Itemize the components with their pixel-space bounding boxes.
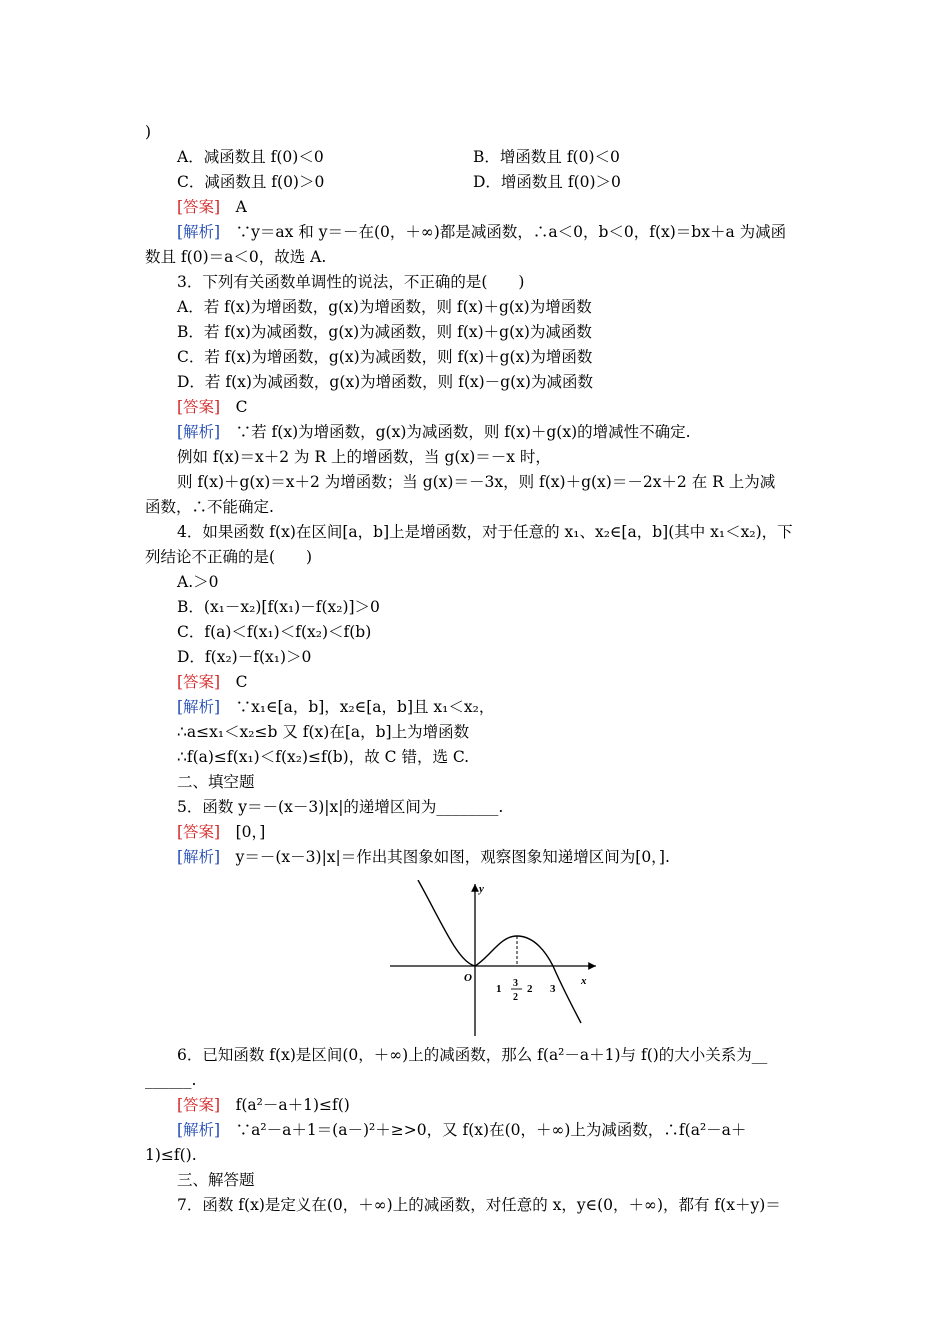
answer-text: [0，] (235, 823, 266, 841)
text-line: 则 f(x)＋g(x)＝x＋2 为增函数；当 g(x)＝－3x，则 f(x)＋g(x)＝－2x＋2 在 R 上为减 (177, 473, 776, 491)
tick-label: 3 (550, 983, 556, 995)
option-d: D．f(x₂)－f(x₁)＞0 (177, 648, 312, 666)
question-5: 5．函数 y＝－(x－3)|x|的递增区间为________. (177, 798, 504, 816)
question-6: 6．已知函数 f(x)是区间(0，＋∞)上的减函数，那么 f(a²－a＋1)与 f()的大小关系为__ (177, 1046, 768, 1064)
answer-line (177, 196, 247, 218)
answer-line (177, 1094, 350, 1116)
answer-tag: [答案] (177, 673, 221, 691)
answer-text: C (235, 398, 248, 416)
text-line: ∴f(a)≤f(x₁)＜f(x₂)≤f(b)，故 C 错，选 C. (177, 748, 470, 766)
analysis-text: ∵若 f(x)为增函数，g(x)为减函数，则 f(x)＋g(x)的增减性不确定. (235, 423, 691, 441)
option-b: B．若 f(x)为减函数，g(x)为减函数，则 f(x)＋g(x)为减函数 (177, 323, 592, 341)
analysis-text: y＝－(x－3)|x|＝作出其图象如图，观察图象知递增区间为[0，]. (235, 848, 670, 866)
analysis-tag: [解析] (177, 223, 221, 241)
section-heading: 三、解答题 (177, 1171, 255, 1189)
answer-line (177, 396, 248, 418)
function-graph (388, 880, 598, 1038)
tick-label: 2 (527, 983, 533, 995)
question-7: 7．函数 f(x)是定义在(0，＋∞)上的减函数，对任意的 x，y∈(0，＋∞)，都有 f(x＋y)＝ (177, 1196, 781, 1214)
analysis-text: ∵a²－a＋1＝(a－)²＋≥>0，又 f(x)在(0，＋∞)上为减函数，∴f(a²－a＋ (235, 1121, 747, 1139)
origin-label: O (464, 972, 472, 984)
tick-label: 1 (496, 983, 502, 995)
text-line: 数且 f(0)＝a＜0，故选 A. (145, 248, 327, 266)
option-a: A．若 f(x)为增函数，g(x)为增函数，则 f(x)＋g(x)为增函数 (177, 298, 592, 316)
option-b: B．增函数且 f(0)＜0 (473, 148, 620, 166)
question-3: 3．下列有关函数单调性的说法，不正确的是( ) (177, 273, 525, 291)
option-c: C．若 f(x)为增函数，g(x)为减函数，则 f(x)＋g(x)为增函数 (177, 348, 593, 366)
analysis-tag: [解析] (177, 1121, 221, 1139)
analysis-line (177, 221, 786, 243)
analysis-line (177, 1119, 746, 1141)
analysis-text: ∵y＝ax 和 y＝－在(0，＋∞)都是减函数，∴a＜0，b＜0，f(x)＝bx＋a 为减函 (235, 223, 787, 241)
analysis-line (177, 846, 670, 868)
answer-tag: [答案] (177, 398, 221, 416)
section-heading: 二、填空题 (177, 773, 255, 791)
text-line: 例如 f(x)＝x＋2 为 R 上的增函数，当 g(x)＝－x 时， (177, 448, 551, 466)
answer-line (177, 821, 265, 843)
y-axis-label: y (479, 883, 484, 895)
text-line: 列结论不正确的是( ) (145, 548, 313, 566)
question-4: 4．如果函数 f(x)在区间[a，b]上是增函数，对于任意的 x₁、x₂∈[a，b](其中 x₁＜x₂)，下 (177, 523, 793, 541)
analysis-text: ∵x₁∈[a，b]，x₂∈[a，b]且 x₁＜x₂， (235, 698, 495, 716)
answer-tag: [答案] (177, 198, 221, 216)
text-line: 1)≤f(). (145, 1146, 197, 1164)
option-b: B．(x₁－x₂)[f(x₁)－f(x₂)]＞0 (177, 598, 380, 616)
curve (418, 880, 581, 1023)
answer-tag: [答案] (177, 1096, 221, 1114)
analysis-line (177, 421, 691, 443)
option-c: C．f(a)＜f(x₁)＜f(x₂)＜f(b) (177, 623, 372, 641)
option-d: D．若 f(x)为减函数，g(x)为增函数，则 f(x)－g(x)为减函数 (177, 373, 593, 391)
text-line: ______. (145, 1071, 197, 1089)
tick-label: 3 (513, 978, 518, 989)
text-line: ∴a≤x₁＜x₂≤b 又 f(x)在[a，b]上为增函数 (177, 723, 470, 741)
analysis-tag: [解析] (177, 848, 221, 866)
option-a: A.＞0 (177, 573, 219, 591)
analysis-line (177, 696, 494, 718)
text-line: 函数，∴不能确定. (145, 498, 274, 516)
answer-tag: [答案] (177, 823, 221, 841)
analysis-tag: [解析] (177, 423, 221, 441)
tick-label: 2 (513, 992, 518, 1003)
answer-text: A (235, 198, 247, 216)
option-d: D．增函数且 f(0)＞0 (473, 173, 621, 191)
text-line: ) (145, 123, 152, 141)
x-axis-label: x (581, 975, 587, 987)
answer-text: f(a²－a＋1)≤f() (235, 1096, 350, 1114)
analysis-tag: [解析] (177, 698, 221, 716)
answer-text: C (235, 673, 248, 691)
option-a: A．减函数且 f(0)＜0 (177, 148, 324, 166)
answer-line (177, 671, 248, 693)
option-c: C．减函数且 f(0)＞0 (177, 173, 325, 191)
